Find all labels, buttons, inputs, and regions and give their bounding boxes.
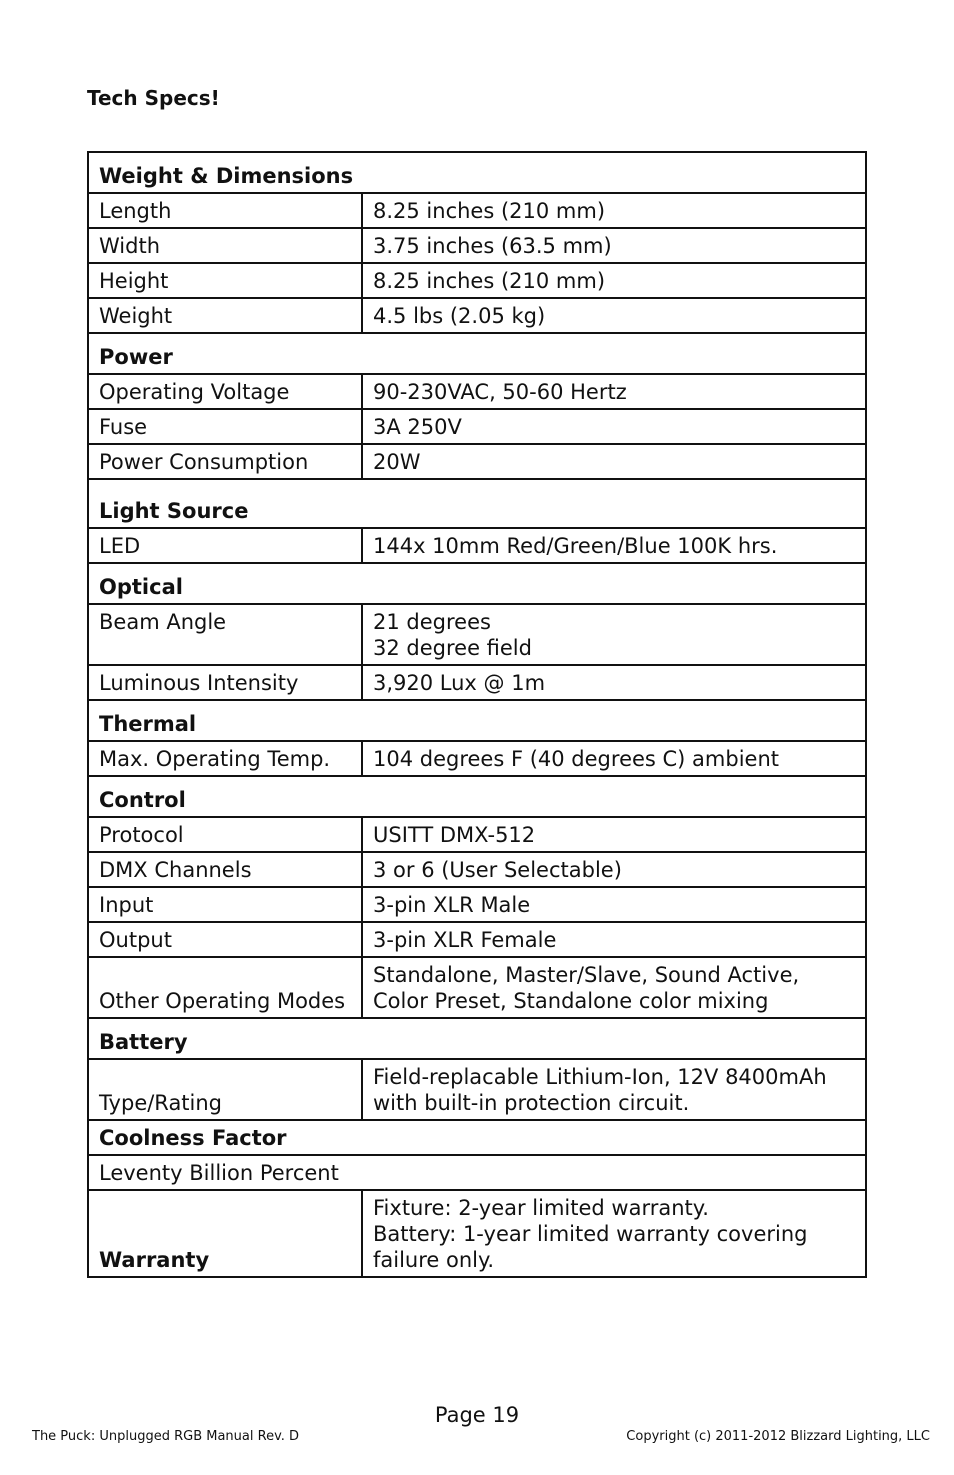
spec-value-line: 3 or 6 (User Selectable): [373, 858, 622, 882]
spec-value: [362, 228, 866, 263]
spec-value: [362, 374, 866, 409]
spec-row: [88, 741, 866, 776]
spec-label: Protocol: [88, 817, 362, 852]
spec-value: [362, 922, 866, 957]
spec-label: Width: [88, 228, 362, 263]
spec-value-line: 3,920 Lux @ 1m: [373, 671, 546, 695]
section-header-row: [88, 479, 866, 528]
section-title: Control: [88, 776, 866, 817]
section-header-row: [88, 776, 866, 817]
spec-label: Type/Rating: [88, 1059, 362, 1120]
section-title: Light Source: [88, 479, 866, 528]
section-header-row: [88, 563, 866, 604]
spec-value: [362, 193, 866, 228]
spec-label: Warranty: [88, 1190, 362, 1277]
spec-value-line: Field-replacable Lithium-Ion, 12V 8400mAh: [373, 1065, 827, 1089]
spec-value: [362, 665, 866, 700]
spec-value-line: 3.75 inches (63.5 mm): [373, 234, 612, 258]
spec-value-line: 20W: [373, 450, 421, 474]
spec-value-line: 21 degrees: [373, 610, 491, 634]
spec-value-line: 4.5 lbs (2.05 kg): [373, 304, 546, 328]
spec-row: [88, 263, 866, 298]
spec-value: [362, 444, 866, 479]
spec-row: [88, 887, 866, 922]
spec-row: [88, 957, 866, 1018]
spec-value-line: Color Preset, Standalone color mixing: [373, 989, 769, 1013]
spec-value: [362, 741, 866, 776]
spec-value-line: USITT DMX-512: [373, 823, 536, 847]
spec-value: [362, 957, 866, 1018]
spec-row: [88, 1190, 866, 1277]
spec-row: [88, 1155, 866, 1190]
spec-value-line: failure only.: [373, 1248, 495, 1272]
spec-value-line: 8.25 inches (210 mm): [373, 269, 606, 293]
spec-value-line: 144x 10mm Red/Green/Blue 100K hrs.: [373, 534, 778, 558]
spec-value: [362, 817, 866, 852]
section-header-row: [88, 333, 866, 374]
spec-row: [88, 298, 866, 333]
spec-label: LED: [88, 528, 362, 563]
spec-row: [88, 528, 866, 563]
spec-row: [88, 374, 866, 409]
spec-value: [362, 604, 866, 665]
spec-label: Max. Operating Temp.: [88, 741, 362, 776]
section-title: Optical: [88, 563, 866, 604]
section-title: Power: [88, 333, 866, 374]
spec-label: Length: [88, 193, 362, 228]
section-title: Weight & Dimensions: [88, 152, 866, 193]
section-title: Battery: [88, 1018, 866, 1059]
spec-label: Fuse: [88, 409, 362, 444]
spec-row: [88, 922, 866, 957]
spec-row: [88, 604, 866, 665]
spec-value: [362, 263, 866, 298]
spec-value-line: Fixture: 2-year limited warranty.: [373, 1196, 709, 1220]
section-title: Thermal: [88, 700, 866, 741]
spec-label: Other Operating Modes: [88, 957, 362, 1018]
spec-row: [88, 444, 866, 479]
spec-row: [88, 817, 866, 852]
spec-value-line: 32 degree field: [373, 636, 532, 660]
spec-label: Input: [88, 887, 362, 922]
tech-specs-table: [87, 151, 867, 1278]
spec-value: [362, 528, 866, 563]
spec-row: [88, 665, 866, 700]
spec-value: [362, 409, 866, 444]
spec-value-line: 90-230VAC, 50-60 Hertz: [373, 380, 627, 404]
spec-value: [362, 887, 866, 922]
spec-value-line: 8.25 inches (210 mm): [373, 199, 606, 223]
spec-row: [88, 228, 866, 263]
section-header-row: [88, 152, 866, 193]
spec-label: Operating Voltage: [88, 374, 362, 409]
page-number: Page 19: [434, 1403, 520, 1427]
spec-value: Leventy Billion Percent: [88, 1155, 866, 1190]
spec-value-line: 104 degrees F (40 degrees C) ambient: [373, 747, 780, 771]
footer-manual-title: The Puck: Unplugged RGB Manual Rev. D: [32, 1429, 300, 1444]
spec-value: [362, 298, 866, 333]
spec-row: [88, 1059, 866, 1120]
spec-value-line: Battery: 1-year limited warranty covering: [373, 1222, 808, 1246]
spec-row: [88, 409, 866, 444]
footer-copyright: Copyright (c) 2011-2012 Blizzard Lighting, LLC: [626, 1429, 930, 1444]
spec-label: Beam Angle: [88, 604, 362, 665]
spec-label: Height: [88, 263, 362, 298]
spec-label: DMX Channels: [88, 852, 362, 887]
spec-value-line: 3-pin XLR Female: [373, 928, 557, 952]
spec-label: Luminous Intensity: [88, 665, 362, 700]
spec-value-line: 3A 250V: [373, 415, 462, 439]
spec-value-line: with built-in protection circuit.: [373, 1091, 690, 1115]
tech-specs-body: [88, 152, 866, 1277]
page-heading: Tech Specs!: [87, 86, 220, 110]
spec-label: Weight: [88, 298, 362, 333]
spec-label: Output: [88, 922, 362, 957]
spec-value: [362, 1059, 866, 1120]
section-header-row: [88, 1120, 866, 1155]
section-header-row: [88, 700, 866, 741]
section-title: Coolness Factor: [88, 1120, 866, 1155]
spec-value: [362, 852, 866, 887]
spec-value: [362, 1190, 866, 1277]
spec-value-line: 3-pin XLR Male: [373, 893, 531, 917]
spec-row: [88, 193, 866, 228]
spec-value-line: Standalone, Master/Slave, Sound Active,: [373, 963, 800, 987]
spec-label: Power Consumption: [88, 444, 362, 479]
section-header-row: [88, 1018, 866, 1059]
spec-row: [88, 852, 866, 887]
